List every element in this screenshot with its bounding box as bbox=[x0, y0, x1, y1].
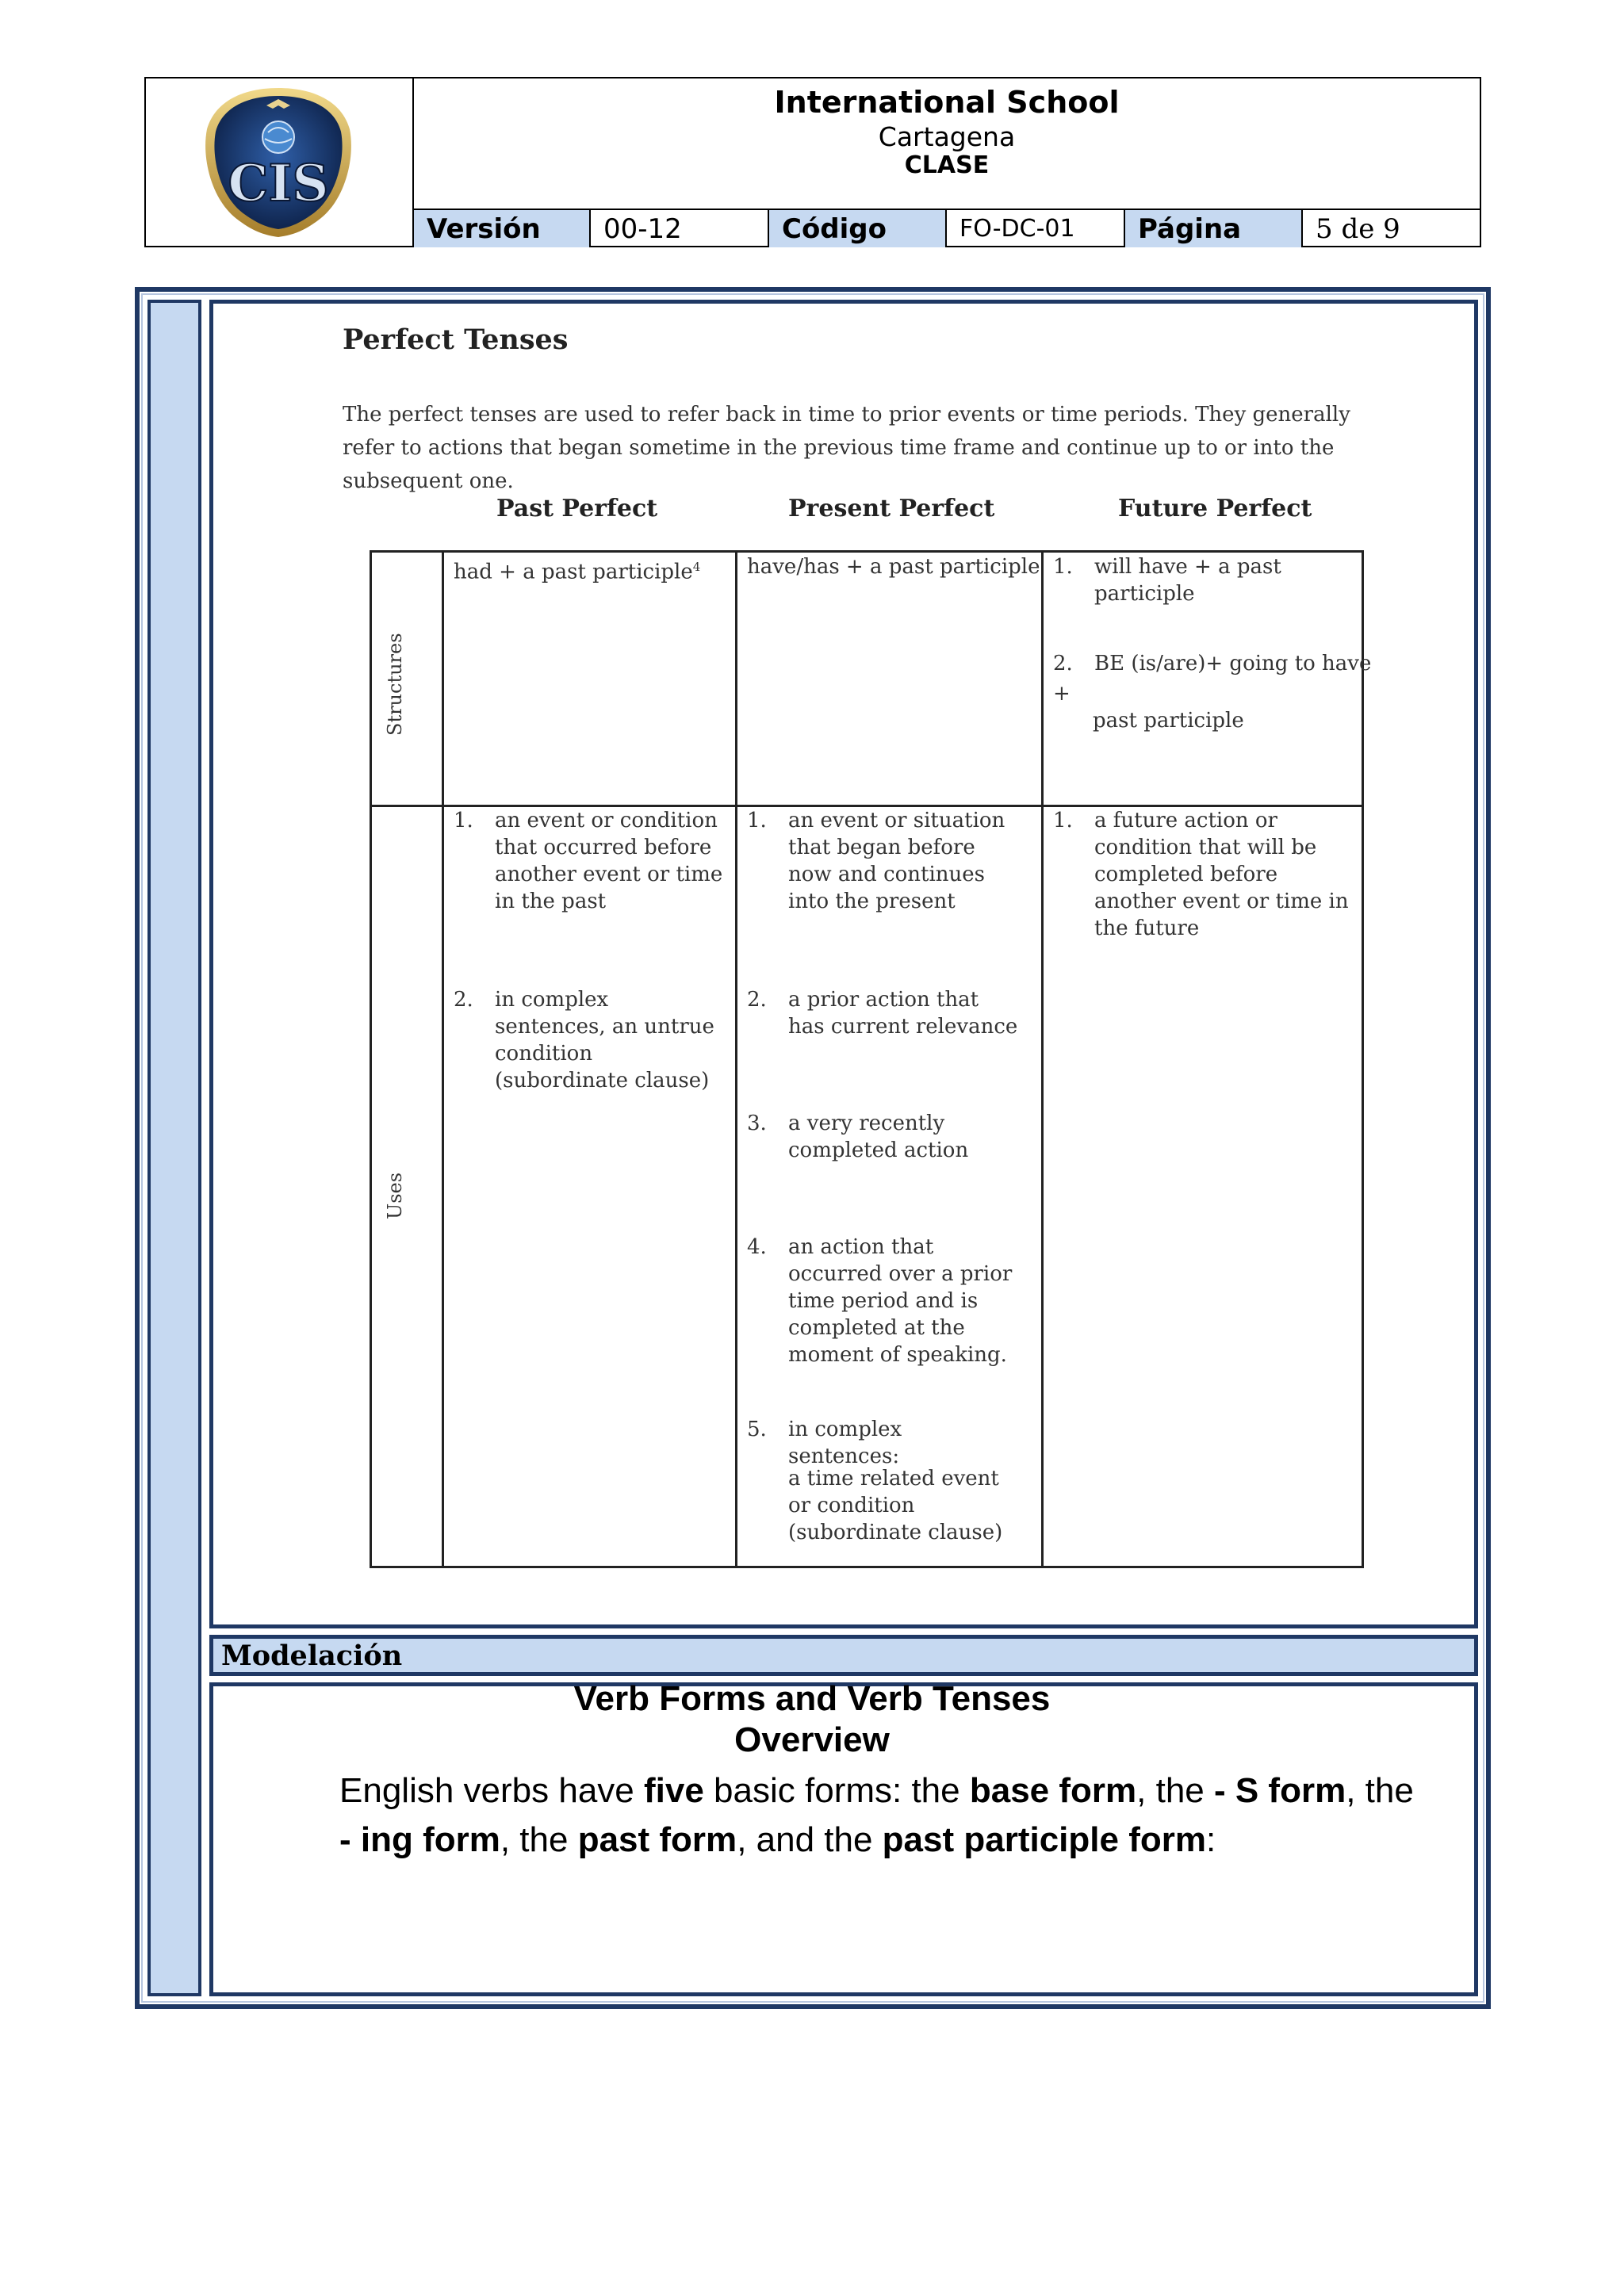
meta-row bbox=[414, 209, 1480, 247]
page-value: 5 de 9 bbox=[1316, 212, 1400, 245]
body-text: , the bbox=[1136, 1771, 1214, 1810]
school-logo bbox=[179, 82, 377, 240]
list-number: 2. bbox=[1053, 652, 1073, 675]
body-text: basic forms: the bbox=[703, 1771, 970, 1810]
list-text: in complex sentences, an untrue condition (subordinate clause) bbox=[495, 988, 714, 1093]
school-name: International School bbox=[774, 85, 1120, 120]
document-type: CLASE bbox=[904, 151, 990, 179]
list-text: BE (is/are)+ going to have bbox=[1094, 652, 1372, 675]
body-text: , the bbox=[1346, 1771, 1414, 1810]
footnote-marker: 4 bbox=[692, 560, 701, 574]
list-text: a prior action that has current relevance bbox=[788, 988, 1018, 1039]
list-text: an event or condition that occurred before another event or time in the past bbox=[495, 809, 723, 913]
list-text: in complex sentences: bbox=[788, 1418, 902, 1468]
table-divider bbox=[442, 553, 444, 1566]
list-number: 1. bbox=[747, 809, 767, 832]
body-bold: past form bbox=[577, 1820, 737, 1859]
verb-forms-title: Verb Forms and Verb Tenses bbox=[573, 1679, 1051, 1718]
list-number: 4. bbox=[747, 1235, 767, 1259]
body-text: English verbs have bbox=[339, 1771, 644, 1810]
city-name: Cartagena bbox=[878, 121, 1016, 152]
column-header-present-perfect: Present Perfect bbox=[788, 495, 995, 522]
structure-past-text: had + a past participle bbox=[454, 560, 693, 584]
list-text: a future action or condition that will be completed before another event or time in the future bbox=[1094, 809, 1349, 940]
list-text: a very recently completed action bbox=[788, 1112, 969, 1162]
column-header-past-perfect: Past Perfect bbox=[496, 495, 658, 522]
verb-forms-body bbox=[339, 1766, 1434, 1865]
body-text: , the bbox=[500, 1820, 578, 1859]
list-number: 2. bbox=[747, 988, 767, 1012]
list-number: 1. bbox=[1053, 809, 1073, 832]
document-header bbox=[144, 77, 1481, 247]
list-text: an action that occurred over a prior time period and is completed at the moment of speaking. bbox=[788, 1235, 1013, 1367]
code-value: FO-DC-01 bbox=[947, 210, 1125, 247]
body-bold: - ing form bbox=[339, 1820, 500, 1859]
logo-cell bbox=[146, 78, 414, 246]
list-number: 3. bbox=[747, 1112, 767, 1135]
body-text: : bbox=[1205, 1820, 1216, 1859]
use-present-5-detail: a time related event or condition (subordinate clause) bbox=[788, 1467, 1003, 1544]
table-divider bbox=[735, 553, 737, 1566]
list-number: 1. bbox=[454, 809, 473, 832]
row-label-uses: Uses bbox=[384, 1172, 406, 1219]
table-divider bbox=[1041, 553, 1044, 1566]
structure-future-plus: + bbox=[1053, 682, 1071, 706]
body-bold: - S form bbox=[1213, 1771, 1346, 1810]
header-title-area bbox=[414, 78, 1480, 209]
code-label: Código bbox=[769, 210, 947, 247]
body-bold: base form bbox=[969, 1771, 1137, 1810]
version-value: 00-12 bbox=[591, 210, 769, 247]
list-number: 5. bbox=[747, 1418, 767, 1441]
column-header-future-perfect: Future Perfect bbox=[1118, 495, 1312, 522]
row-label-structures: Structures bbox=[384, 633, 406, 736]
modelacion-bar: Modelación bbox=[209, 1635, 1478, 1676]
list-text: an event or situation that began before now and continues into the present bbox=[788, 809, 1005, 913]
perfect-tenses-title: Perfect Tenses bbox=[343, 323, 569, 356]
structure-future-tail: past participle bbox=[1093, 709, 1244, 733]
list-number: 2. bbox=[454, 988, 473, 1012]
logo-text: CIS bbox=[228, 154, 329, 213]
verb-forms-subtitle: Overview bbox=[734, 1720, 890, 1759]
structure-past-perfect bbox=[454, 553, 700, 586]
body-bold: five bbox=[644, 1771, 704, 1810]
page-label: Página bbox=[1125, 210, 1303, 247]
version-label: Versión bbox=[414, 210, 591, 247]
list-number: 1. bbox=[1053, 555, 1073, 579]
perfect-tenses-intro: The perfect tenses are used to refer back in time to prior events or time periods. They generally refer to actions that began sometime in the previous time frame and continue up to or into the subsequent one. bbox=[343, 403, 1350, 493]
body-text: , and the bbox=[737, 1820, 883, 1859]
structure-present-perfect: have/has + a past participle bbox=[747, 555, 1040, 579]
body-bold: past participle form bbox=[882, 1820, 1206, 1859]
list-text: will have + a past participle bbox=[1094, 555, 1281, 606]
